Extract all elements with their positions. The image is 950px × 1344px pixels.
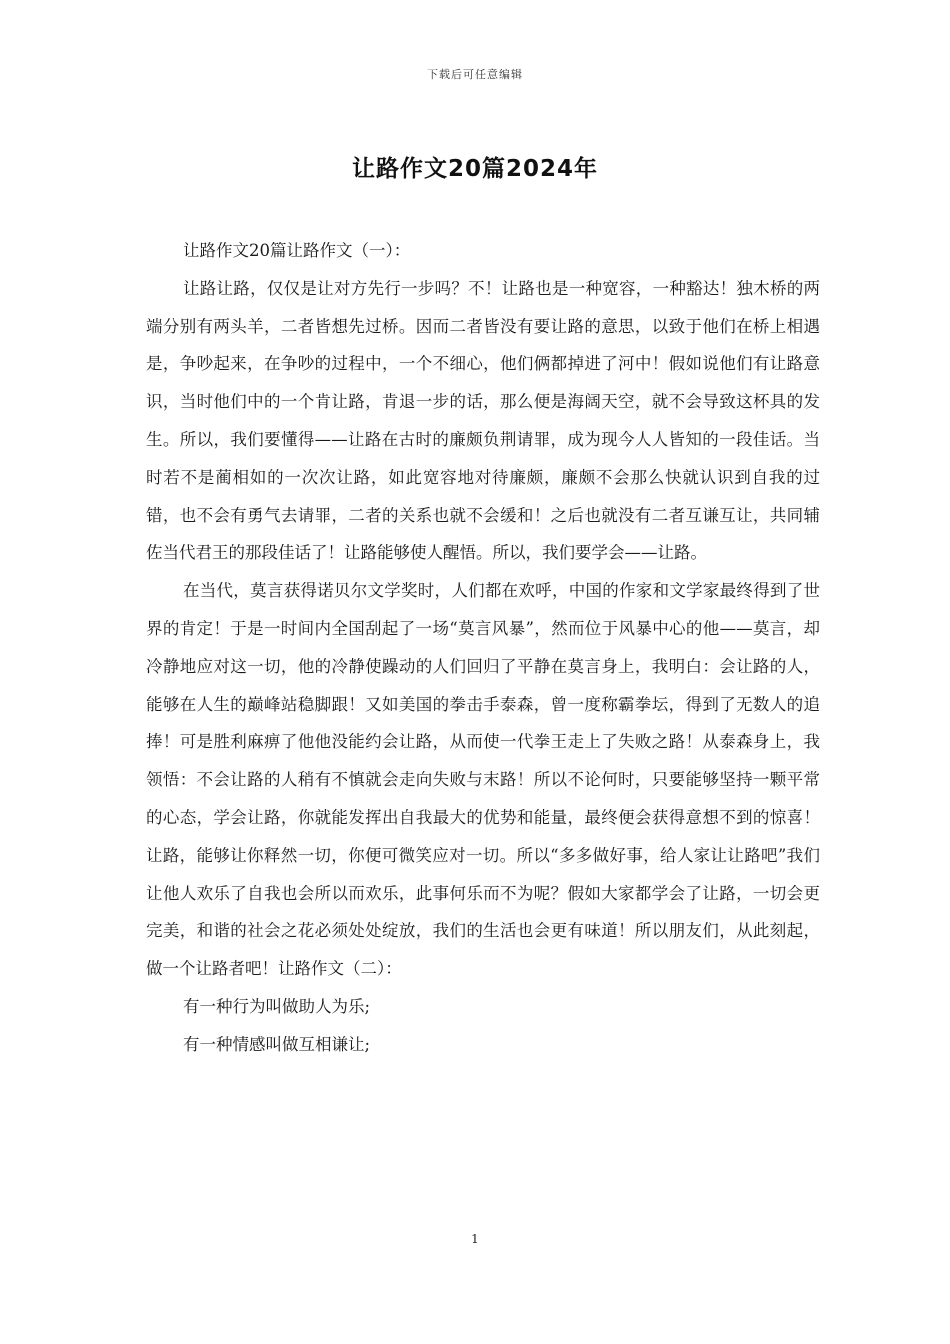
body-paragraph: 让路作文20篇让路作文（一）： — [183, 241, 411, 260]
body-paragraph: 有一种情感叫做互相谦让; — [183, 1034, 371, 1054]
document-title: 让路作文20篇2024年 — [351, 156, 599, 182]
page-number: 1 — [471, 1232, 479, 1246]
header-note: 下载后可任意编辑 — [427, 68, 523, 81]
body-paragraph: 让路让路，仅仅是让对方先行一步吗？不！让路也是一种宽容，一种豁达！独木桥的两端分别有两头羊，二者皆想先过桥。因而二者皆没有要让路的意思，以致于他们在桥上相遇是，争吵起来，在争吵的过程中，一个不细心，他们俩都掉进了河中！假如说他们有让路意识，当时他们中的一个肯让路，肯退一步的话，那么便是海阔天空，就不会导致这杯具的发生。所以，我们要懂得——让路在古时的廉颇负荆请罪，成为现今人人皆知的一段佳话。当时若不是蔺相如的一次次让路，如此宽容地对待廉颇，廉颇不会那么快就认识到自我的过错，也不会有勇气去请罪，二者的关系也就不会缓和！之后也就没有二者互谦互让，共同辅佐当代君王的那段佳话了！让路能够使人醒悟。所以，我们要学会——让路。 — [146, 278, 820, 563]
document-body — [146, 232, 820, 1064]
body-paragraph: 有一种行为叫做助人为乐; — [183, 996, 371, 1016]
body-paragraph: 在当代，莫言获得诺贝尔文学奖时，人们都在欢呼，中国的作家和文学家最终得到了世界的肯定！于是一时间内全国刮起了一场“莫言风暴”，然而位于风暴中心的他——莫言，却冷静地应对这一切，他的冷静使躁动的人们回归了平静在莫言身上，我明白：会让路的人，能够在人生的巅峰站稳脚跟！又如美国的拳击手泰森，曾一度称霸拳坛，得到了无数人的追捧！可是胜利麻痹了他他没能约会让路，从而使一代拳王走上了失败之路！从泰森身上，我领悟：不会让路的人稍有不慎就会走向失败与末路！所以不论何时，只要能够坚持一颗平常的心态，学会让路，你就能发挥出自我最大的优势和能量，最终便会获得意想不到的惊喜！让路，能够让你释然一切，你便可微笑应对一切。所以“多多做好事，给人家让让路吧”我们让他人欢乐了自我也会所以而欢乐，此事何乐而不为呢？假如大家都学会了让路，一切会更完美，和谐的社会之花必须处处绽放，我们的生活也会更有味道！所以朋友们，从此刻起，做一个让路者吧！让路作文（二）： — [146, 581, 820, 979]
